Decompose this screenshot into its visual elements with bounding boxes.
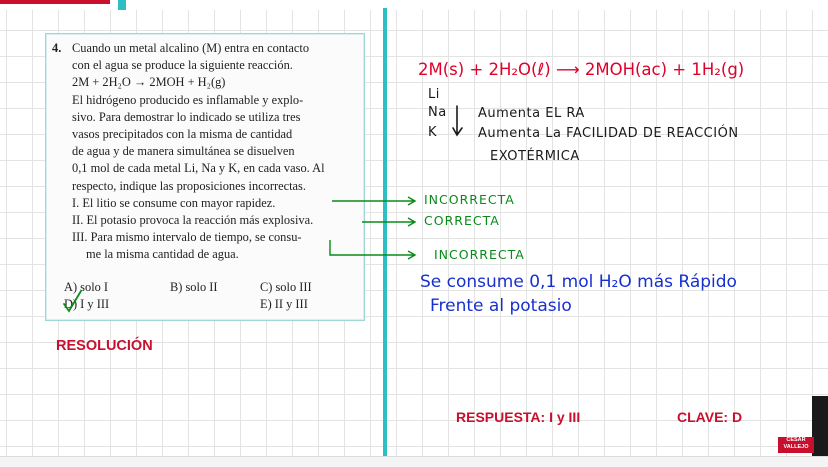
handwritten-explanation-2: Frente al potasio [430, 296, 572, 316]
logo-line-1: CÉSAR [786, 437, 806, 443]
handwritten-li: Li [428, 87, 440, 102]
top-red-accent [0, 0, 110, 4]
mark-incorrect-3: INCORRECTA [434, 247, 525, 262]
question-line: sivo. Para demostrar lo indicado se utiliza tres [72, 109, 301, 124]
option-c[interactable]: C) solo III [260, 280, 312, 294]
question-line: 0,1 mol de cada metal Li, Na y K, en cada vaso. Al [72, 161, 325, 176]
question-line: Cuando un metal alcalino (M) entra en contacto [72, 41, 310, 55]
bottom-band [0, 456, 828, 467]
proposition-3: III. Para mismo intervalo de tiempo, se consu- [72, 230, 302, 245]
handwritten-k: K [428, 125, 438, 140]
teal-top-accent [118, 0, 126, 10]
mark-incorrect-1: INCORRECTA [424, 192, 515, 207]
question-line: respecto, indique las proposiciones incorrectas. [72, 178, 306, 193]
right-edge-bar [812, 396, 828, 456]
proposition-2: II. El potasio provoca la reacción más explosiva. [72, 213, 314, 228]
down-arrow-icon [452, 104, 472, 140]
handwritten-equation: 2M(s) + 2H₂O(ℓ) ⟶ 2MOH(ac) + 1H₂(g) [418, 60, 745, 79]
handwritten-note-2: Aumenta La FACILIDAD DE REACCIÓN [478, 126, 739, 141]
option-b[interactable]: B) solo II [170, 280, 218, 294]
proposition-1: I. El litio se consume con mayor rapidez. [72, 195, 276, 210]
question-line: con el agua se produce la siguiente reacción. [72, 58, 293, 73]
option-e[interactable]: E) II y III [260, 297, 308, 311]
question-number: 4. [52, 41, 62, 55]
question-line: El hidrógeno producido es inflamable y explo- [72, 92, 304, 107]
handwritten-note-3: EXOTÉRMICA [490, 149, 580, 164]
question-box [45, 33, 365, 321]
check-mark-icon [62, 288, 84, 314]
option-d[interactable]: D) I y III [64, 297, 110, 311]
handwritten-explanation-1: Se consume 0,1 mol H₂O más Rápido [420, 272, 737, 292]
handwritten-note-1: Aumenta EL RA [478, 106, 585, 121]
arrows-graphic [328, 192, 428, 262]
question-line: de agua y de manera simultánea se disuelven [72, 144, 295, 159]
mark-correct-2: CORRECTA [424, 213, 500, 228]
logo-line-2: VALLEJO [783, 444, 809, 450]
question-text [52, 40, 358, 264]
question-line: vasos precipitados con la misma de cantidad [72, 127, 293, 142]
resolution-heading: RESOLUCIÓN [56, 338, 153, 354]
proposition-3-cont: me la misma cantidad de agua. [86, 247, 239, 262]
key-label: CLAVE: D [677, 409, 743, 425]
brand-logo [778, 437, 814, 453]
handwritten-na: Na [428, 105, 447, 120]
question-equation: 2M + 2H₂O → 2MOH + H₂(g) [72, 75, 226, 90]
answer-label: RESPUESTA: I y III [456, 409, 581, 425]
option-a[interactable]: A) solo I [64, 280, 109, 294]
